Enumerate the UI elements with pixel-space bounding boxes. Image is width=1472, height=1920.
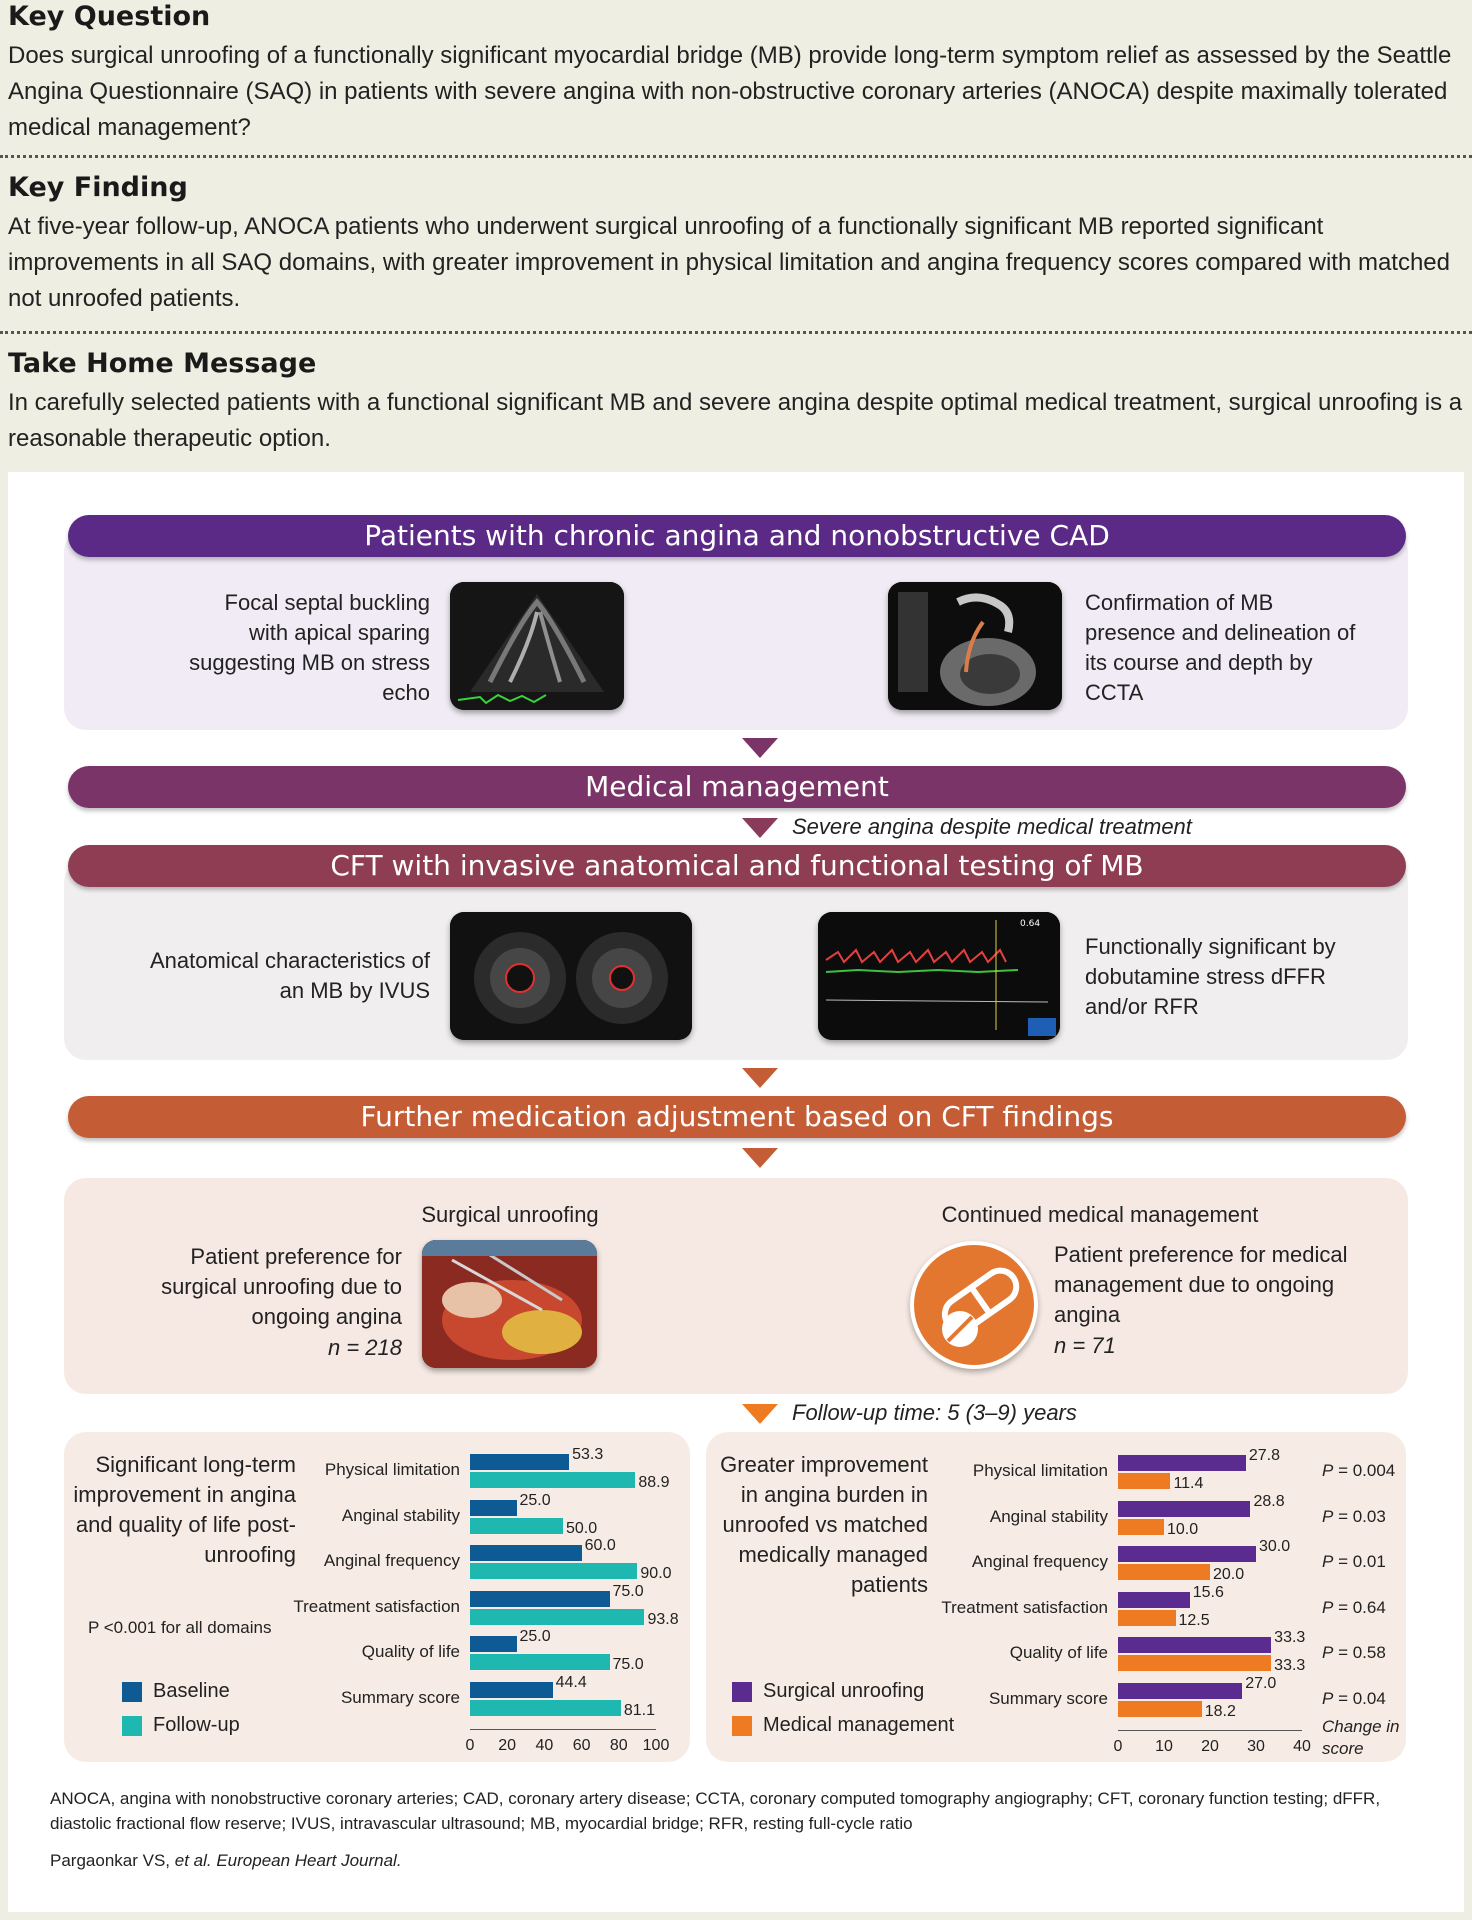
- bar-medical-management: [1118, 1564, 1210, 1580]
- bar-follow-up: [470, 1472, 635, 1488]
- flow-arrow: [742, 818, 778, 838]
- category-label: Treatment satisfaction: [941, 1597, 1108, 1617]
- key-finding-section: [8, 171, 1464, 317]
- followup-legend-label: Follow-up: [153, 1714, 240, 1736]
- citation: [50, 1848, 1430, 1873]
- x-tick-label: 30: [1247, 1738, 1265, 1755]
- bar-surgical-unroofing: [1118, 1637, 1271, 1653]
- category-label: Anginal frequency: [323, 1551, 460, 1570]
- category-label: Physical limitation: [324, 1460, 460, 1479]
- pill-icon: [910, 1241, 1038, 1369]
- p-value: P = 0.58: [1322, 1643, 1386, 1662]
- x-tick-label: 0: [465, 1737, 475, 1754]
- data-label: 90.0: [640, 1565, 672, 1582]
- divider: [0, 155, 1472, 158]
- left-panel-heading: Significant long-term improvement in angina and quality of life post-unroofing: [73, 1452, 296, 1567]
- x-axis-line: [1118, 1730, 1302, 1731]
- bar-follow-up: [470, 1700, 621, 1716]
- flow-arrow: [742, 1404, 778, 1424]
- bar-surgical-unroofing: [1118, 1592, 1190, 1608]
- citation-etal: et al.: [174, 1851, 212, 1870]
- data-label: 27.8: [1248, 1447, 1281, 1464]
- bar-baseline: [470, 1545, 582, 1561]
- ivus-image: [450, 912, 692, 1040]
- right-panel-heading: Greater improvement in angina burden in unroofed vs matched medically managed patients: [720, 1452, 928, 1597]
- banner-medical-management: Medical management: [68, 766, 1406, 808]
- change-in-score-label: Change in score: [1322, 1717, 1400, 1758]
- x-tick-label: 0: [1113, 1738, 1123, 1755]
- bar-follow-up: [470, 1654, 610, 1670]
- data-label: 27.0: [1245, 1674, 1277, 1692]
- category-label: Anginal frequency: [971, 1552, 1108, 1571]
- baseline-legend-swatch: [122, 1682, 142, 1702]
- p-value: P = 0.004: [1322, 1461, 1396, 1480]
- p-value: P = 0.04: [1322, 1688, 1386, 1708]
- data-label: 12.5: [1178, 1611, 1210, 1629]
- take-home-section: [8, 347, 1464, 457]
- p-value: P = 0.01: [1322, 1552, 1386, 1571]
- bar-follow-up: [470, 1563, 637, 1579]
- category-label: Physical limitation: [972, 1461, 1108, 1480]
- data-label: 15.6: [1192, 1583, 1224, 1601]
- category-label: Treatment satisfaction: [293, 1596, 460, 1616]
- x-tick-label: 60: [572, 1737, 591, 1754]
- summary-header: [0, 0, 1472, 470]
- x-tick-label: 100: [642, 1737, 670, 1754]
- bar-baseline: [470, 1591, 610, 1607]
- category-label: Anginal stability: [989, 1506, 1108, 1526]
- category-label: Summary score: [340, 1687, 460, 1707]
- bar-medical-management: [1118, 1655, 1271, 1671]
- severe-angina-note: Severe angina despite medical treatment: [792, 814, 1192, 839]
- medical-caption: Patient preference for medical management due to ongoing angina: [1054, 1242, 1348, 1327]
- ivus-caption: Anatomical characteristics of an MB by IVUS: [150, 948, 430, 1003]
- citation-authors: Pargaonkar VS,: [50, 1851, 175, 1870]
- flow-arrow: [742, 1148, 778, 1168]
- x-tick-label: 80: [609, 1737, 628, 1754]
- take-home-text: In carefully selected patients with a functional significant MB and severe angina despite optimal medical treatment, surgical unroofing is a reasonable therapeutic option.: [8, 389, 1463, 452]
- bar-surgical-unroofing: [1118, 1546, 1256, 1562]
- data-label: 25.0: [519, 1491, 551, 1509]
- surgical-n: n = 218: [327, 1335, 402, 1360]
- data-label: 75.0: [612, 1656, 644, 1673]
- x-tick-label: 20: [498, 1737, 517, 1754]
- followup-note: Follow-up time: 5 (3–9) years: [792, 1400, 1077, 1425]
- bar-baseline: [470, 1682, 553, 1698]
- data-label: 53.3: [572, 1446, 604, 1463]
- bar-surgical-unroofing: [1118, 1501, 1250, 1517]
- data-label: 44.4: [555, 1673, 587, 1691]
- bar-follow-up: [470, 1609, 644, 1625]
- x-tick-label: 10: [1155, 1738, 1173, 1755]
- data-label: 88.9: [638, 1474, 670, 1491]
- flow-arrow: [742, 1068, 778, 1088]
- bar-baseline: [470, 1636, 517, 1652]
- bar-medical-management: [1118, 1519, 1164, 1535]
- p-value: P = 0.64: [1322, 1597, 1386, 1617]
- surgery-photo: [422, 1240, 597, 1368]
- x-tick-label: 40: [1293, 1738, 1311, 1755]
- surgical-legend-label: Surgical unroofing: [763, 1680, 925, 1702]
- medical-n: n = 71: [1054, 1333, 1116, 1358]
- data-label: 75.0: [612, 1582, 644, 1600]
- x-tick-label: 20: [1201, 1738, 1219, 1755]
- banner-medication-adjustment: Further medication adjustment based on CFT findings: [68, 1096, 1406, 1138]
- surgical-title: Surgical unroofing: [421, 1202, 599, 1227]
- bar-surgical-unroofing: [1118, 1683, 1242, 1699]
- followup-legend-swatch: [122, 1716, 142, 1736]
- dffr-value: 0.64: [1020, 919, 1041, 929]
- bar-baseline: [470, 1454, 569, 1470]
- flow-arrow: [742, 738, 778, 758]
- take-home-title: Take Home Message: [8, 348, 317, 379]
- bar-medical-management: [1118, 1473, 1170, 1489]
- key-finding-text: At five-year follow-up, ANOCA patients who underwent surgical unroofing of a functionally significant MB reported significant improvements in all SAQ domains, with greater improvement in physical limitation and angina frequency scores compared with matched not unroofed patients.: [8, 213, 1451, 312]
- banner-patients: Patients with chronic angina and nonobstructive CAD: [68, 515, 1406, 557]
- medical-legend-label: Medical management: [763, 1714, 955, 1736]
- category-label: Quality of life: [1009, 1643, 1108, 1662]
- data-label: 25.0: [519, 1628, 551, 1645]
- ccta-caption: Confirmation of MB presence and delineation of its course and depth by CCTA: [1085, 590, 1356, 705]
- surgical-legend-swatch: [732, 1682, 752, 1702]
- banner-cft: CFT with invasive anatomical and functional testing of MB: [68, 845, 1406, 887]
- medical-title: Continued medical management: [941, 1202, 1259, 1227]
- bar-follow-up: [470, 1518, 563, 1534]
- bar-baseline: [470, 1500, 517, 1516]
- citation-journal: European Heart Journal.: [211, 1851, 402, 1870]
- data-label: 60.0: [584, 1537, 616, 1554]
- key-finding-title: Key Finding: [8, 172, 188, 203]
- bar-medical-management: [1118, 1610, 1176, 1626]
- category-label: Anginal stability: [341, 1505, 460, 1525]
- data-label: 18.2: [1204, 1702, 1236, 1720]
- bar-medical-management: [1118, 1701, 1202, 1717]
- key-question-section: [8, 0, 1464, 146]
- category-label: Summary score: [988, 1688, 1108, 1708]
- data-label: 10.0: [1167, 1520, 1199, 1538]
- divider: [0, 331, 1472, 334]
- p-value: P = 0.03: [1322, 1506, 1386, 1526]
- x-axis-line: [470, 1729, 656, 1730]
- category-label: Quality of life: [361, 1642, 460, 1661]
- echo-caption: Focal septal buckling with apical sparing suggesting MB on stress echo: [189, 590, 430, 705]
- data-label: 50.0: [566, 1519, 598, 1537]
- left-p-note: P <0.001 for all domains: [88, 1618, 272, 1637]
- ccta-image: [888, 582, 1062, 710]
- data-label: 20.0: [1213, 1566, 1245, 1583]
- data-label: 28.8: [1253, 1492, 1285, 1510]
- medical-legend-swatch: [732, 1716, 752, 1736]
- bar-surgical-unroofing: [1118, 1455, 1246, 1471]
- data-label: 33.3: [1274, 1657, 1306, 1674]
- abbreviations-footnote: ANOCA, angina with nonobstructive coronary arteries; CAD, coronary artery disease; CCTA, coronary computed tomography angiography; CFT, coronary function testing; dFFR, diastolic fractional flow reserve; IVUS, intravascular ultrasound; MB, myocardial bridge; RFR, resting full-cycle ratio: [50, 1789, 1381, 1833]
- data-label: 93.8: [647, 1610, 679, 1628]
- data-label: 30.0: [1259, 1538, 1291, 1555]
- data-label: 11.4: [1173, 1475, 1204, 1492]
- x-tick-label: 40: [535, 1737, 554, 1754]
- data-label: 81.1: [623, 1701, 655, 1719]
- stress-echo-image: [450, 582, 624, 710]
- key-question-text: Does surgical unroofing of a functionally significant myocardial bridge (MB) provide long-term symptom relief as assessed by the Seattle Angina Questionnaire (SAQ) in patients with severe angina with non-obstructive coronary arteries (ANOCA) despite maximally tolerated medical management?: [8, 42, 1452, 141]
- key-question-title: Key Question: [8, 1, 211, 32]
- surgical-caption: Patient preference for surgical unroofing due to ongoing angina: [161, 1244, 402, 1329]
- baseline-legend-label: Baseline: [153, 1680, 230, 1702]
- dffr-caption: Functionally significant by dobutamine stress dFFR and/or RFR: [1085, 934, 1336, 1019]
- data-label: 33.3: [1274, 1629, 1306, 1646]
- dffr-tracing-image: [818, 912, 1060, 1040]
